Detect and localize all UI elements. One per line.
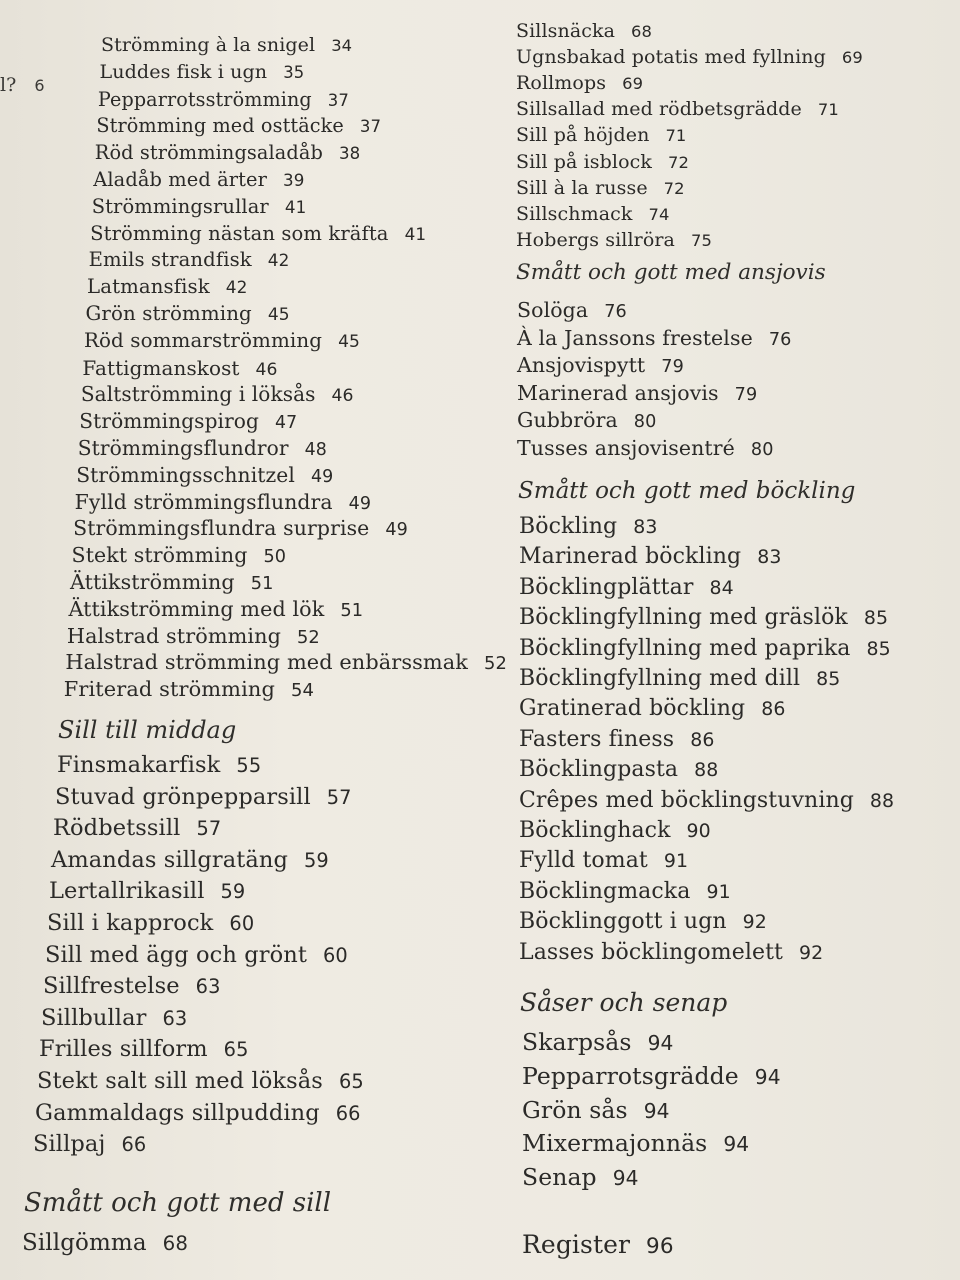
toc-entry (84, 329, 360, 352)
entry-title: Stekt strömming (71, 543, 248, 568)
entry-page-number: 69 (841, 48, 863, 68)
entry-title: Ättikströmming med lök (68, 596, 325, 621)
entry-title: Marinerad böckling (519, 544, 742, 570)
entry-page-number: 74 (648, 204, 670, 224)
entry-page-number: 94 (643, 1098, 670, 1123)
toc-entry (55, 784, 352, 810)
entry-title: Luddes fisk i ugn (99, 60, 268, 83)
toc-entry (519, 696, 785, 721)
toc-entry (519, 636, 891, 661)
entry-title: Crêpes med böcklingstuvning (519, 787, 854, 813)
entry-page-number: 68 (162, 1232, 188, 1255)
entry-page-number: 88 (869, 789, 895, 812)
toc-entry (522, 1062, 781, 1090)
entry-page-number: 65 (223, 1038, 249, 1062)
toc-entry (516, 203, 669, 225)
toc-entry (82, 356, 277, 380)
entry-title: Strömming med osttäcke (96, 114, 344, 138)
toc-entry (95, 141, 361, 164)
toc-entry (64, 677, 314, 701)
entry-title: Sill med ägg och grönt (45, 941, 307, 968)
entry-title: Pepparrotsströmming (97, 87, 312, 111)
entry-title: Böcklinggott i ugn (519, 909, 727, 935)
entry-page-number: 46 (255, 359, 278, 380)
entry-page-number: 72 (663, 178, 685, 198)
toc-entry (79, 409, 297, 433)
toc-entry (517, 326, 791, 350)
entry-page-number: 41 (404, 223, 427, 244)
entry-page-number: 79 (734, 384, 758, 405)
entry-page-number: 51 (340, 599, 364, 621)
toc-entry (516, 124, 686, 146)
entry-title: Strömmingsrullar (91, 194, 269, 218)
toc-entry (76, 463, 333, 487)
toc-entry (519, 788, 894, 813)
entry-title: Mixermajonnäs (522, 1129, 708, 1158)
toc-entry (68, 597, 363, 621)
entry-page-number: 63 (195, 975, 221, 999)
entry-page-number: 76 (604, 302, 627, 322)
entry-title: Tusses ansjovisentré (517, 435, 735, 460)
entry-title: Böcklinghack (519, 818, 671, 843)
toc-entry (33, 1131, 146, 1157)
toc-entry (517, 436, 774, 460)
entry-title: Sill på höjden (516, 124, 650, 147)
entry-title: Friterad strömming (63, 677, 275, 702)
entry-title: Marinerad ansjovis (517, 380, 719, 405)
entry-page-number: 37 (359, 117, 382, 137)
toc-entry (72, 543, 287, 567)
entry-title: Sillfrestelse (43, 973, 180, 1000)
toc-entry (519, 544, 781, 569)
toc-entry (519, 605, 888, 630)
section-heading-bockling: Smått och gott med böckling (518, 478, 856, 504)
entry-page-number: 37 (327, 90, 349, 110)
entry-page-number: 49 (348, 493, 372, 514)
toc-entry (86, 302, 290, 325)
entry-page-number: 84 (709, 576, 734, 599)
entry-title: Pepparrotsgrädde (522, 1061, 739, 1090)
entry-page-number: 60 (229, 912, 255, 935)
toc-entry (519, 666, 840, 691)
toc-entry (39, 1036, 249, 1062)
entry-page-number: 94 (647, 1031, 674, 1055)
entry-page-number: 52 (484, 653, 507, 675)
entry-title: Hobergs sillröra (516, 228, 675, 251)
entry-page-number: 63 (162, 1006, 188, 1030)
toc-entry-register (522, 1230, 674, 1259)
entry-title: Röd sommarströmming (83, 328, 323, 352)
entry-title: Halstrad strömming (66, 623, 281, 648)
toc-entry (43, 973, 221, 999)
entry-page-number: 88 (694, 759, 719, 782)
toc-entry (57, 752, 261, 778)
entry-title: Sillsnäcka (516, 20, 616, 42)
entry-page-number: 47 (274, 413, 298, 434)
entry-title: Ättikströmming (70, 570, 235, 594)
entry-title: Saltströmming i löksås (80, 382, 316, 407)
entry-title: Gratinerad böckling (519, 696, 746, 722)
entry-page-number: 85 (866, 637, 891, 660)
entry-page-number: 59 (220, 880, 246, 904)
entry-title: Ansjovispytt (517, 353, 646, 377)
toc-entry (93, 168, 304, 191)
entry-title: Strömmingspirog (79, 409, 259, 434)
entry-page-number: 59 (303, 848, 329, 872)
entry-page-number: 38 (338, 144, 361, 164)
toc-entry (49, 878, 245, 904)
entry-page-number: 39 (282, 171, 305, 190)
entry-page-number: 34 (331, 36, 353, 55)
toc-entry (67, 624, 320, 648)
toc-entry (73, 516, 408, 540)
entry-page-number: 96 (646, 1234, 674, 1259)
toc-entry (51, 847, 329, 873)
entry-page-number: 65 (338, 1070, 364, 1093)
entry-title: Böcklingfyllning med dill (519, 666, 801, 691)
entry-page-number: 92 (798, 941, 824, 964)
toc-entry (53, 815, 221, 841)
entry-title: Fylld tomat (519, 848, 648, 874)
entry-title: Böckling (519, 514, 618, 539)
entry-title: Fasters finess (519, 726, 675, 752)
toc-entry (517, 298, 627, 322)
entry-title: Register (522, 1230, 631, 1259)
toc-entry (516, 46, 863, 68)
toc-entry (516, 177, 685, 199)
toc-entry (519, 879, 731, 904)
toc-entry (98, 88, 349, 111)
section-heading-sill-till-middag: Sill till middag (58, 716, 237, 744)
entry-page-number: 85 (863, 607, 889, 630)
entry-title: Gubbröra (517, 408, 618, 432)
entry-title: Aladåb med ärter (93, 168, 267, 191)
toc-entry (89, 248, 290, 271)
entry-page-number: 91 (706, 880, 731, 903)
entry-title: Böcklingfyllning med paprika (519, 635, 851, 661)
entry-page-number: 68 (631, 22, 653, 41)
entry-page-number: 42 (267, 250, 290, 271)
entry-title: Solöga (517, 298, 589, 322)
entry-page-number: 57 (326, 785, 352, 809)
previous-column-fragment: l? 6 (0, 74, 45, 96)
entry-title: Böcklingpasta (519, 757, 679, 783)
toc-entry (101, 34, 352, 56)
toc-entry (522, 1028, 673, 1056)
toc-entry (516, 98, 839, 120)
entry-title: Skarpsås (522, 1028, 632, 1056)
toc-entry (70, 570, 273, 594)
toc-entry (65, 650, 507, 674)
entry-title: Frilles sillform (39, 1036, 208, 1063)
entry-page-number: 69 (622, 74, 644, 94)
entry-title: Sillgömma (22, 1230, 147, 1256)
toc-entry (37, 1068, 364, 1094)
entry-title: Sillschmack (516, 202, 633, 225)
entry-title: Finsmakarfisk (57, 752, 221, 778)
entry-title: Strömming à la snigel (101, 34, 316, 56)
entry-page-number: 91 (663, 850, 689, 873)
entry-page-number: 50 (263, 547, 287, 568)
entry-title: Strömmingsflundra surprise (73, 516, 370, 541)
entry-page-number: 60 (322, 943, 348, 967)
entry-page-number: 79 (661, 357, 684, 377)
entry-title: Latmansfisk (87, 275, 210, 299)
entry-page-number: 46 (331, 386, 354, 407)
toc-entry (519, 848, 688, 873)
entry-title: Fylld strömmingsflundra (74, 489, 333, 514)
toc-entry (519, 940, 823, 965)
entry-page-number: 94 (612, 1166, 639, 1191)
toc-entry (516, 151, 689, 173)
toc-entry (45, 942, 348, 968)
entry-page-number: 35 (283, 62, 305, 82)
entry-page-number: 52 (296, 626, 320, 648)
toc-entry (519, 909, 767, 934)
entry-title: Sillsallad med rödbetsgrädde (516, 98, 802, 121)
entry-page-number: 66 (335, 1101, 361, 1125)
entry-title: Strömmingsschnitzel (76, 462, 295, 487)
entry-title: Amandas sillgratäng (51, 846, 288, 873)
entry-page-number: 76 (768, 329, 792, 350)
entry-title: Gammaldags sillpudding (35, 1099, 320, 1126)
entry-title: Sill på isblock (516, 150, 652, 173)
section-heading-ansjovis: Smått och gott med ansjovis (516, 260, 826, 285)
entry-page-number: 54 (290, 680, 315, 702)
entry-page-number: 85 (816, 668, 841, 690)
toc-entry (519, 727, 714, 752)
entry-title: Sillbullar (41, 1004, 147, 1031)
toc-entry (90, 222, 426, 245)
entry-page-number: 48 (304, 440, 327, 460)
toc-entry (87, 275, 248, 298)
toc-entry (81, 382, 354, 406)
entry-page-number: 80 (633, 412, 657, 432)
entry-page-number: 86 (690, 728, 715, 751)
toc-entry (522, 1163, 639, 1191)
entry-title: Emils strandfisk (88, 248, 252, 272)
toc-entry (22, 1230, 188, 1256)
entry-page-number: 94 (723, 1132, 750, 1157)
entry-title: Böcklingfyllning med gräslök (519, 605, 848, 631)
entry-page-number: 92 (742, 911, 767, 934)
entry-page-number: 55 (236, 754, 262, 777)
entry-page-number: 51 (250, 574, 274, 594)
entry-title: Stuvad grönpepparsill (55, 783, 311, 810)
toc-entry (92, 195, 307, 218)
entry-page-number: 42 (225, 277, 248, 298)
entry-page-number: 75 (690, 230, 712, 250)
entry-title: Grön strömming (85, 302, 252, 325)
toc-entry (41, 1005, 187, 1031)
entry-page-number: 49 (310, 466, 334, 487)
entry-title: Strömming nästan som kräfta (90, 221, 389, 245)
toc-entry (75, 490, 371, 514)
entry-title: Böcklingmacka (519, 878, 691, 904)
entry-title: Rollmops (516, 72, 607, 95)
section-heading-smatt-och-gott-med-sill: Smått och gott med sill (24, 1188, 332, 1218)
toc-entry (47, 910, 254, 936)
entry-page-number: 45 (338, 331, 360, 352)
entry-title: Böcklingplättar (519, 574, 694, 600)
toc-entry (522, 1129, 749, 1157)
toc-entry (35, 1100, 361, 1126)
toc-entry (99, 61, 304, 83)
entry-page-number: 83 (633, 516, 658, 538)
entry-page-number: 80 (750, 439, 774, 460)
toc-entry (519, 818, 711, 843)
entry-page-number: 72 (667, 152, 689, 172)
toc-entry (517, 381, 757, 405)
toc-entry (519, 757, 718, 782)
section-heading-saser-och-senap: Såser och senap (520, 988, 728, 1017)
entry-page-number: 66 (121, 1133, 147, 1157)
entry-page-number: 41 (284, 196, 307, 217)
entry-title: Sill i kapprock (47, 910, 214, 936)
entry-page-number: 57 (196, 817, 222, 841)
entry-title: Lasses böcklingomelett (519, 939, 783, 965)
entry-page-number: 86 (761, 698, 786, 721)
toc-entry (517, 353, 684, 377)
entry-page-number: 71 (665, 126, 687, 146)
entry-title: Halstrad strömming med enbärssmak (65, 650, 468, 675)
entry-title: Ugnsbakad potatis med fyllning (516, 46, 826, 69)
entry-title: À la Janssons frestelse (517, 325, 753, 350)
entry-page-number: 45 (267, 305, 290, 325)
entry-page-number: 90 (686, 820, 711, 842)
entry-page-number: 49 (385, 520, 408, 541)
entry-title: Fattigmanskost (82, 355, 240, 380)
entry-page-number: 83 (757, 546, 782, 569)
entry-title: Strömmingsflundror (77, 436, 289, 460)
entry-title: Grön sås (522, 1095, 628, 1124)
toc-entry (516, 229, 712, 251)
entry-page-number: 94 (754, 1064, 781, 1089)
entry-title: Rödbetssill (53, 815, 181, 842)
entry-title: Stekt salt sill med löksås (37, 1068, 323, 1094)
entry-title: Sill à la russe (516, 176, 648, 199)
toc-entry (96, 114, 381, 137)
toc-entry (519, 514, 657, 539)
toc-entry (516, 72, 643, 94)
entry-title: Röd strömmingsaladåb (94, 141, 323, 165)
entry-title: Senap (522, 1163, 597, 1192)
entry-title: Sillpaj (33, 1131, 106, 1158)
toc-entry (78, 436, 327, 460)
toc-entry (516, 20, 652, 42)
toc-entry (519, 575, 734, 600)
toc-entry (522, 1096, 670, 1124)
toc-entry (517, 408, 656, 432)
entry-page-number: 71 (817, 100, 839, 120)
entry-title: Lertallrikasill (49, 878, 205, 905)
